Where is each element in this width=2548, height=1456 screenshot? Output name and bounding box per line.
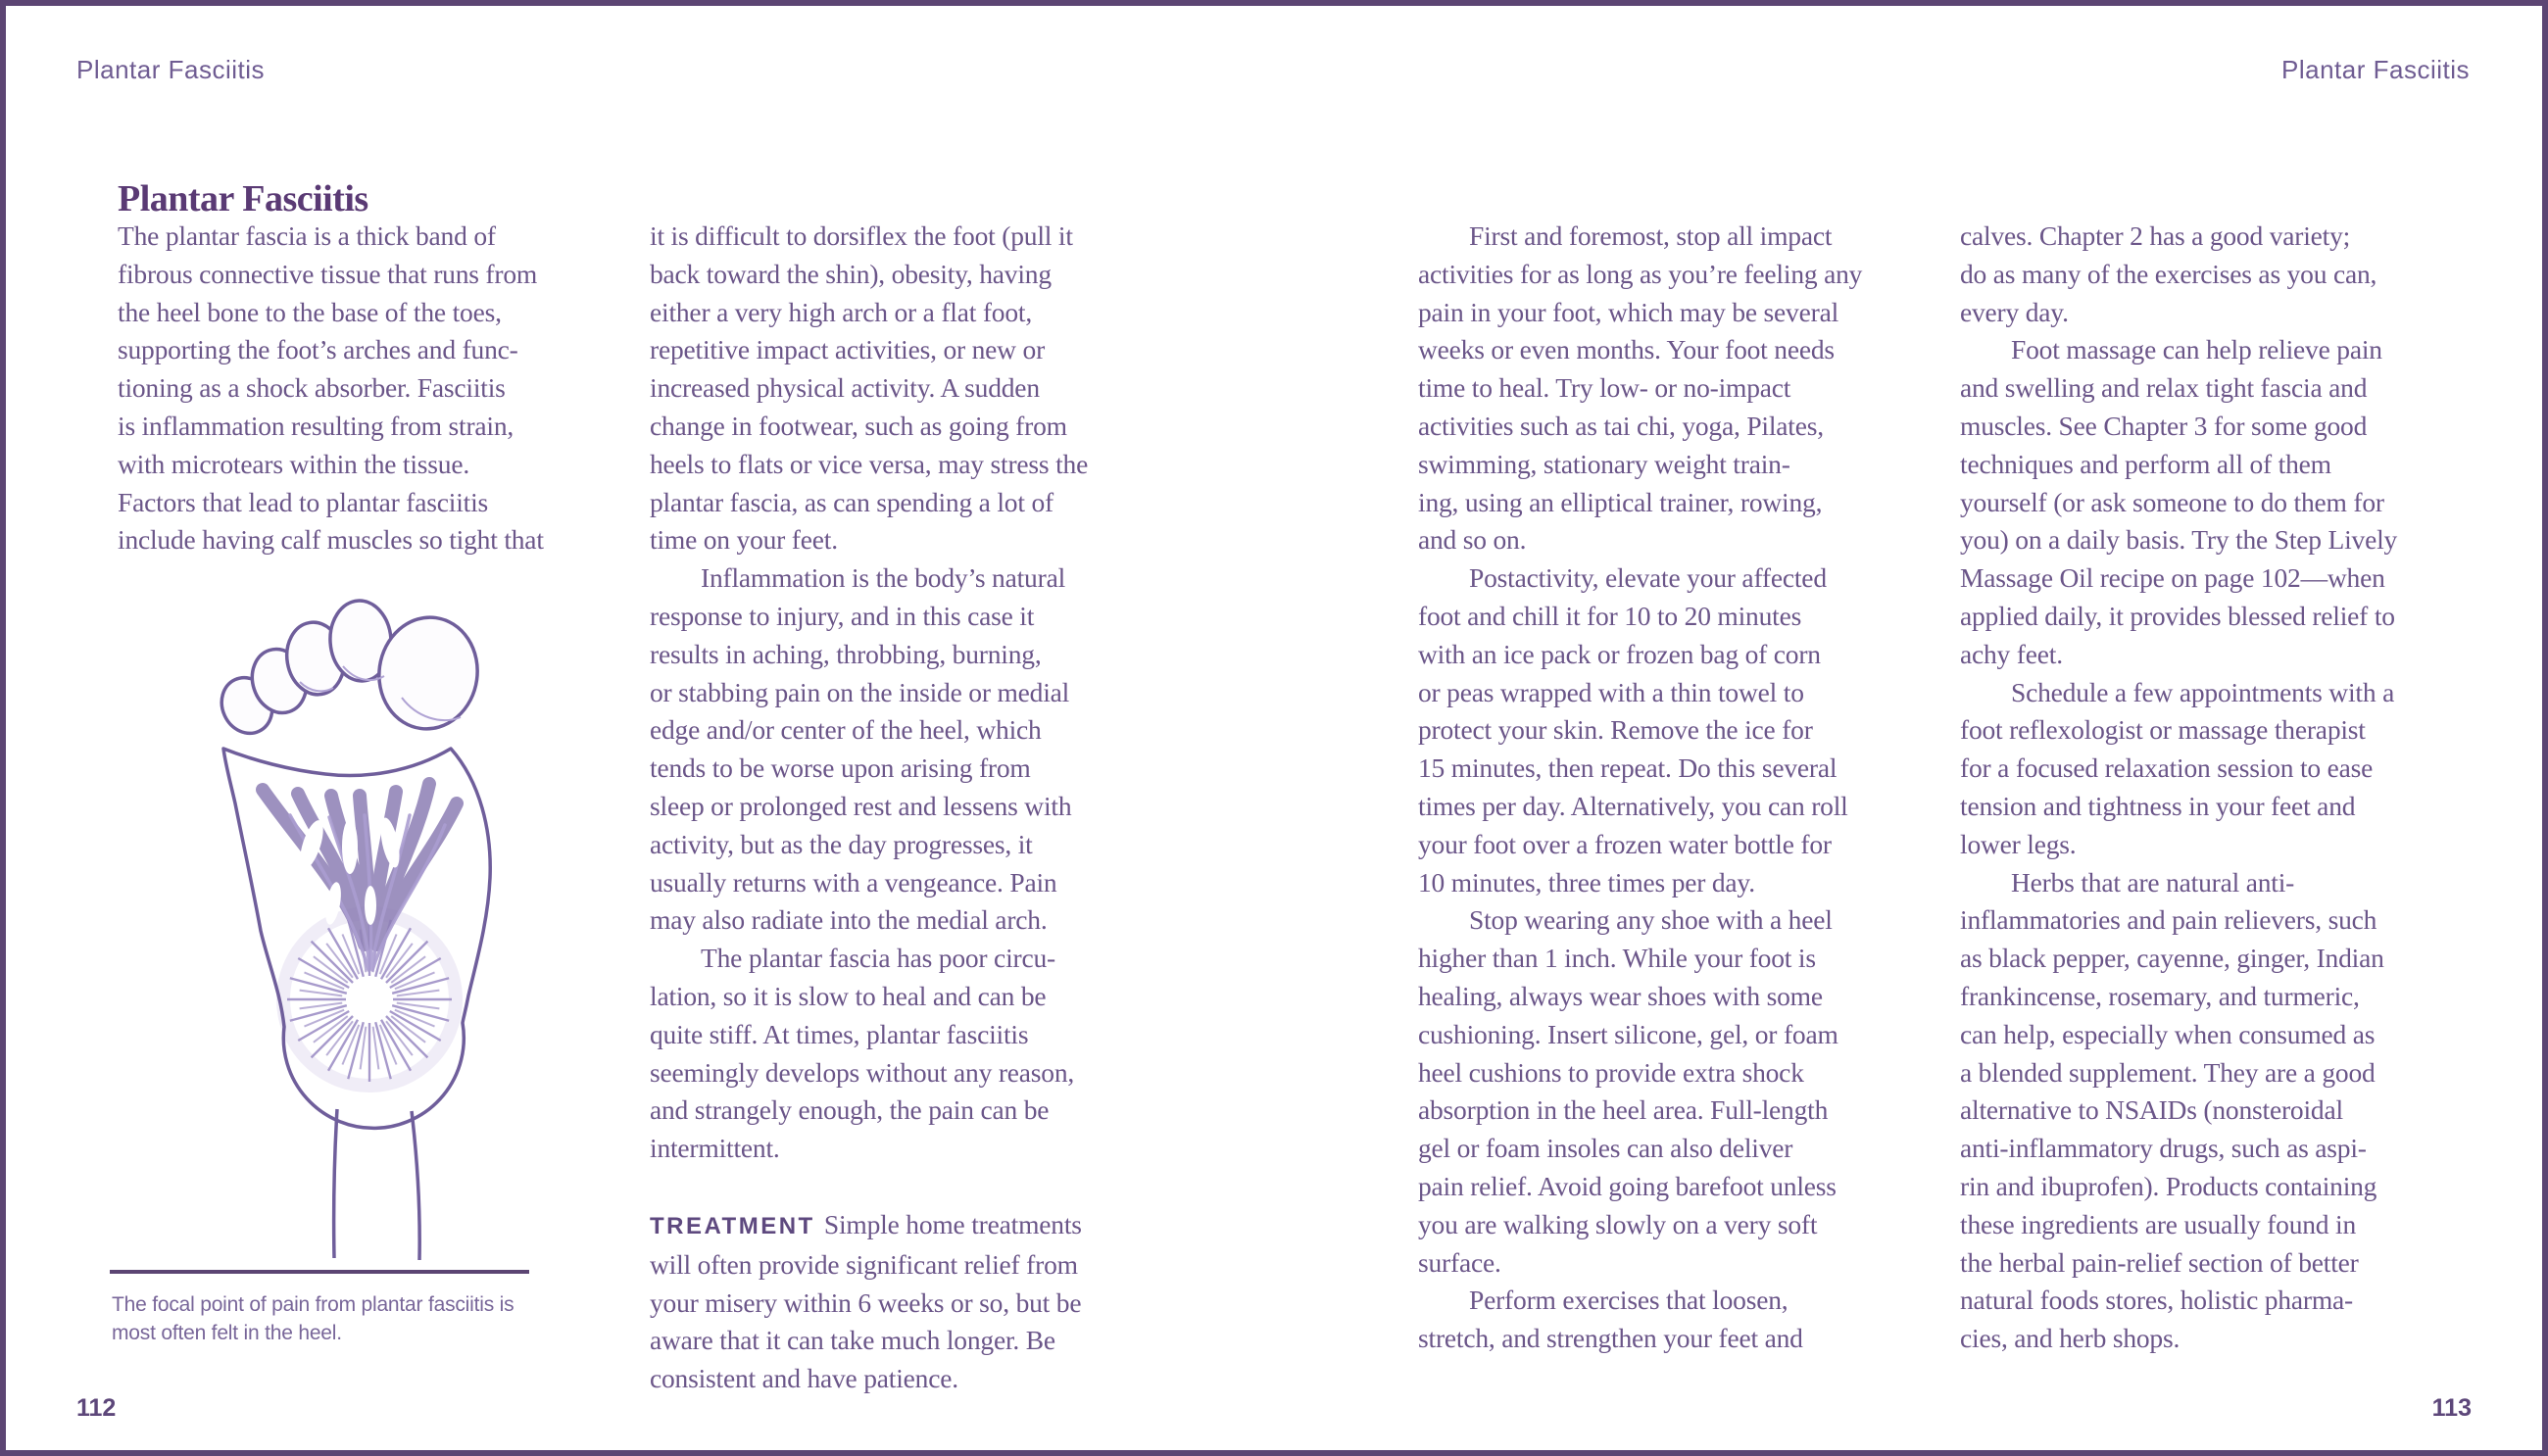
text-line: increased physical activity. A sudden (650, 372, 1040, 404)
text-line: usually returns with a vengeance. Pain (650, 866, 1057, 898)
caption-line: The focal point of pain from plantar fasciitis is (112, 1293, 514, 1316)
text-line: ing, using an elliptical trainer, rowing, (1418, 486, 1823, 517)
text-line: and strangely enough, the pain can be (650, 1094, 1050, 1126)
text-line: Perform exercises that loosen, (1469, 1285, 1788, 1316)
illustration-caption (112, 1290, 572, 1347)
section-title: Plantar Fasciitis (118, 178, 368, 219)
paragraph (650, 218, 1179, 559)
text-line: higher than 1 inch. While your foot is (1418, 943, 1816, 974)
starburst-core (349, 979, 390, 1020)
text-line: with microtears within the tissue. (118, 448, 470, 479)
text-line: heel cushions to provide extra shock (1418, 1056, 1804, 1088)
text-line: tends to be worse upon arising from (650, 752, 1031, 784)
text-line: you are walking slowly on a very soft (1418, 1208, 1818, 1239)
left-page-column-2 (650, 218, 1179, 1398)
text-line: your foot over a frozen water bottle for (1418, 828, 1832, 859)
text-line: response to injury, and in this case it (650, 600, 1035, 631)
text-line: activities for as long as you’re feeling any (1418, 258, 1863, 289)
paragraph (1418, 218, 1947, 559)
text-line: it is difficult to dorsiflex the foot (pull it (650, 220, 1073, 251)
foot-plantar-fascia-illustration (108, 580, 598, 1276)
caption-line: most often felt in the heel. (112, 1322, 342, 1344)
text-line: results in aching, throbbing, burning, (650, 638, 1042, 669)
text-line: stretch, and strengthen your feet and (1418, 1323, 1803, 1354)
text-line: lower legs. (1960, 828, 2077, 859)
text-line: frankincense, rosemary, and turmeric, (1960, 980, 2360, 1011)
text-line: natural foods stores, holistic pharma- (1960, 1285, 2353, 1316)
text-line: include having calf muscles so tight that (118, 524, 544, 556)
text-line: or peas wrapped with a thin towel to (1418, 676, 1804, 707)
text-line: quite stiff. At times, plantar fasciitis (650, 1018, 1029, 1049)
text-line: or stabbing pain on the inside or medial (650, 676, 1070, 707)
text-line: achy feet. (1960, 638, 2063, 669)
text-line: may also radiate into the medial arch. (650, 904, 1048, 936)
text-line: gel or foam insoles can also deliver (1418, 1133, 1793, 1164)
text-line: will often provide significant relief from (650, 1248, 1078, 1280)
text-line: calves. Chapter 2 has a good variety; (1960, 220, 2351, 251)
text-line: these ingredients are usually found in (1960, 1208, 2357, 1239)
text-line: Inflammation is the body’s natural (701, 562, 1066, 594)
paragraph (650, 559, 1179, 940)
paragraph (118, 218, 647, 559)
text-line: cies, and herb shops. (1960, 1323, 2180, 1354)
text-line: tension and tightness in your feet and (1960, 790, 2356, 821)
text-line: repetitive impact activities, or new or (650, 334, 1046, 365)
text-line: alternative to NSAIDs (nonsteroidal (1960, 1094, 2343, 1126)
text-line: can help, especially when consumed as (1960, 1018, 2376, 1049)
text-line: times per day. Alternatively, you can roll (1418, 790, 1848, 821)
text-line: a blended supplement. They are a good (1960, 1056, 2376, 1088)
paragraph (1418, 559, 1947, 901)
text-line: either a very high arch or a flat foot, (650, 296, 1033, 327)
text-line: protect your skin. Remove the ice for (1418, 714, 1813, 746)
text-line: foot and chill it for 10 to 20 minutes (1418, 600, 1802, 631)
text-line: heels to flats or vice versa, may stress the (650, 448, 1089, 479)
paragraph (1960, 331, 2489, 673)
text-line: seemingly develops without any reason, (650, 1056, 1075, 1088)
text-line: as black pepper, cayenne, ginger, Indian (1960, 943, 2384, 974)
paragraph (650, 1206, 1179, 1398)
text-line: Foot massage can help relieve pain (2011, 334, 2382, 365)
text-line: surface. (1418, 1246, 1501, 1278)
text-line: edge and/or center of the heel, which (650, 714, 1042, 746)
text-line: Massage Oil recipe on page 102—when (1960, 562, 2385, 594)
text-line: activities such as tai chi, yoga, Pilates, (1418, 410, 1824, 441)
paragraph (1418, 1282, 1947, 1358)
text-line: yourself (or ask someone to do them for (1960, 486, 2384, 517)
text-line: swimming, stationary weight train- (1418, 448, 1790, 479)
text-line: anti-inflammatory drugs, such as aspi- (1960, 1133, 2367, 1164)
text-line: is inflammation resulting from strain, (118, 410, 514, 441)
text-line: and swelling and relax tight fascia and (1960, 372, 2368, 404)
text-line: the heel bone to the base of the toes, (118, 296, 502, 327)
text-line: Herbs that are natural anti- (2011, 866, 2295, 898)
text-line: plantar fascia, as can spending a lot of (650, 486, 1054, 517)
page-number-right: 113 (2431, 1394, 2472, 1422)
running-head-right: Plantar Fasciitis (2281, 55, 2470, 84)
text-line: Factors that lead to plantar fasciitis (118, 486, 489, 517)
text-line: muscles. See Chapter 3 for some good (1960, 410, 2368, 441)
text-line: absorption in the heel area. Full-length (1418, 1094, 1829, 1126)
text-line: tioning as a shock absorber. Fasciitis (118, 372, 506, 404)
text-line: Stop wearing any shoe with a heel (1469, 904, 1833, 936)
text-line: supporting the foot’s arches and func- (118, 334, 518, 365)
text-line: activity, but as the day progresses, it (650, 828, 1033, 859)
running-head-left: Plantar Fasciitis (76, 55, 265, 84)
text-line: every day. (1960, 296, 2069, 327)
text-line: consistent and have patience. (650, 1363, 958, 1394)
treatment-label: TREATMENT (650, 1212, 824, 1239)
paragraph (1960, 218, 2489, 331)
text-line: healing, always wear shoes with some (1418, 980, 1823, 1011)
text-line: and so on. (1418, 524, 1527, 556)
text-line: you) on a daily basis. Try the Step Lively (1960, 524, 2398, 556)
text-line: applied daily, it provides blessed relief to (1960, 600, 2395, 631)
text-line: Schedule a few appointments with a (2011, 676, 2395, 707)
text-line: Postactivity, elevate your affected (1469, 562, 1827, 594)
text-line: do as many of the exercises as you can, (1960, 258, 2377, 289)
page-number-left: 112 (76, 1394, 117, 1422)
text-line: 15 minutes, then repeat. Do this several (1418, 752, 1838, 784)
text-line: with an ice pack or frozen bag of corn (1418, 638, 1821, 669)
text-line: TREATMENT Simple home treatments (650, 1208, 1082, 1239)
text-line: rin and ibuprofen). Products containing (1960, 1170, 2377, 1201)
text-line: pain relief. Avoid going barefoot unless (1418, 1170, 1837, 1201)
text-line: techniques and perform all of them (1960, 448, 2331, 479)
text-line: 10 minutes, three times per day. (1418, 866, 1755, 898)
text-line: weeks or even months. Your foot needs (1418, 334, 1835, 365)
text-line: the herbal pain-relief section of better (1960, 1246, 2359, 1278)
caption-rule (110, 1270, 529, 1274)
text-line: fibrous connective tissue that runs from (118, 258, 538, 289)
text-line: sleep or prolonged rest and lessens with (650, 790, 1072, 821)
text-line: aware that it can take much longer. Be (650, 1325, 1055, 1356)
text-line: The plantar fascia is a thick band of (118, 220, 496, 251)
paragraph (1960, 674, 2489, 864)
text-line: First and foremost, stop all impact (1469, 220, 1833, 251)
text-line: for a focused relaxation session to ease (1960, 752, 2374, 784)
text-line: pain in your foot, which may be several (1418, 296, 1839, 327)
text-line: time to heal. Try low- or no-impact (1418, 372, 1791, 404)
paragraph (1418, 901, 1947, 1282)
text-line: intermittent. (650, 1133, 780, 1164)
paragraph (1960, 864, 2489, 1358)
text-line: lation, so it is slow to heal and can be (650, 980, 1047, 1011)
text-line: change in footwear, such as going from (650, 410, 1067, 441)
text-line: your misery within 6 weeks or so, but be (650, 1286, 1082, 1318)
text-line: inflammatories and pain relievers, such (1960, 904, 2377, 936)
left-page-column-1 (118, 218, 647, 559)
text-line: back toward the shin), obesity, having (650, 258, 1052, 289)
right-page-column-1 (1418, 218, 1947, 1358)
paragraph (650, 940, 1179, 1168)
text-line: The plantar fascia has poor circu- (701, 943, 1055, 974)
text-line: foot reflexologist or massage therapist (1960, 714, 2366, 746)
right-page-column-2 (1960, 218, 2489, 1358)
text-line: time on your feet. (650, 524, 838, 556)
text-line: cushioning. Insert silicone, gel, or foam (1418, 1018, 1838, 1049)
